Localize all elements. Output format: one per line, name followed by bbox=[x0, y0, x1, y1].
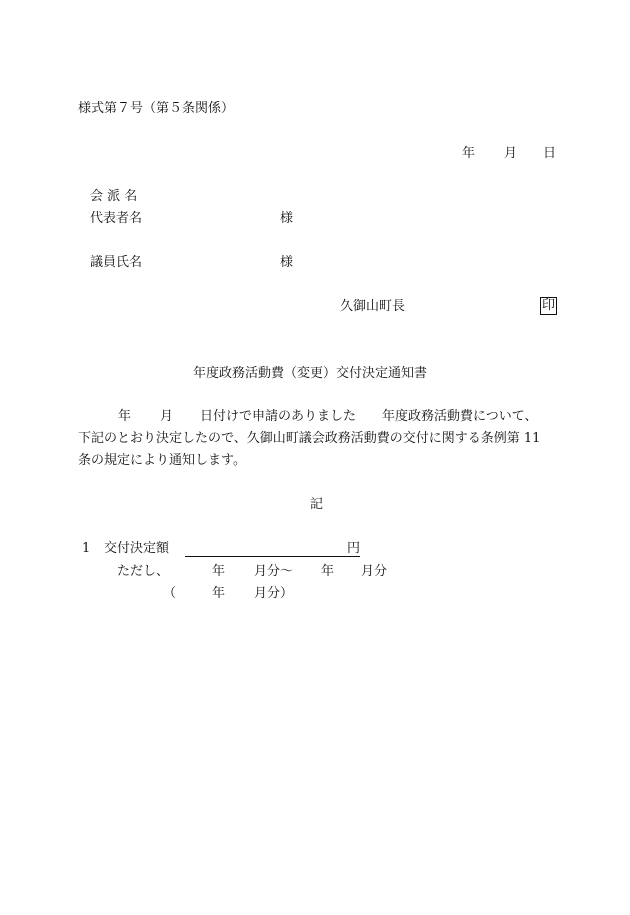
body-line1-text: 日付けで申請のありました 年度政務活動費について、 bbox=[200, 409, 538, 424]
representative-honorific: 様 bbox=[280, 211, 294, 226]
ki-heading: 記 bbox=[310, 497, 324, 512]
period-month-1: 月分～ bbox=[254, 564, 294, 579]
body-line2: 下記のとおり決定したので、久御山町議会政務活動費の交付に関する条例第 11 bbox=[78, 431, 541, 446]
amount-unit: 円 bbox=[347, 541, 361, 556]
member-honorific: 様 bbox=[280, 255, 294, 270]
period-month-2: 月分 bbox=[361, 564, 388, 579]
amount-underline bbox=[185, 542, 347, 557]
body-line3: 条の規定により通知します。 bbox=[78, 453, 246, 468]
date-day: 日 bbox=[543, 146, 557, 161]
grant-amount-field bbox=[185, 541, 360, 557]
sender-name: 久御山町長 bbox=[340, 299, 406, 314]
document-title: 年度政務活動費（変更）交付決定通知書 bbox=[193, 366, 428, 381]
proviso-label: ただし、 bbox=[117, 564, 170, 579]
seal-mark bbox=[540, 297, 557, 315]
period-year-1: 年 bbox=[212, 564, 226, 579]
seal-text: 印 bbox=[542, 298, 556, 313]
body-month: 月 bbox=[160, 409, 174, 424]
form-number: 様式第７号（第５条関係） bbox=[78, 101, 235, 116]
date-month: 月 bbox=[504, 146, 518, 161]
date-year: 年 bbox=[462, 146, 476, 161]
grant-amount-label: 交付決定額 bbox=[104, 541, 170, 556]
item-number: 1 bbox=[82, 541, 91, 556]
period-year-2: 年 bbox=[321, 564, 335, 579]
faction-label: 会 派 名 bbox=[90, 189, 138, 204]
paren-month: 月分） bbox=[254, 586, 294, 601]
paren-year: 年 bbox=[212, 586, 226, 601]
representative-label: 代表者名 bbox=[90, 211, 143, 226]
body-year: 年 bbox=[118, 409, 132, 424]
paren-open: （ bbox=[163, 586, 177, 601]
member-label: 議員氏名 bbox=[90, 255, 143, 270]
